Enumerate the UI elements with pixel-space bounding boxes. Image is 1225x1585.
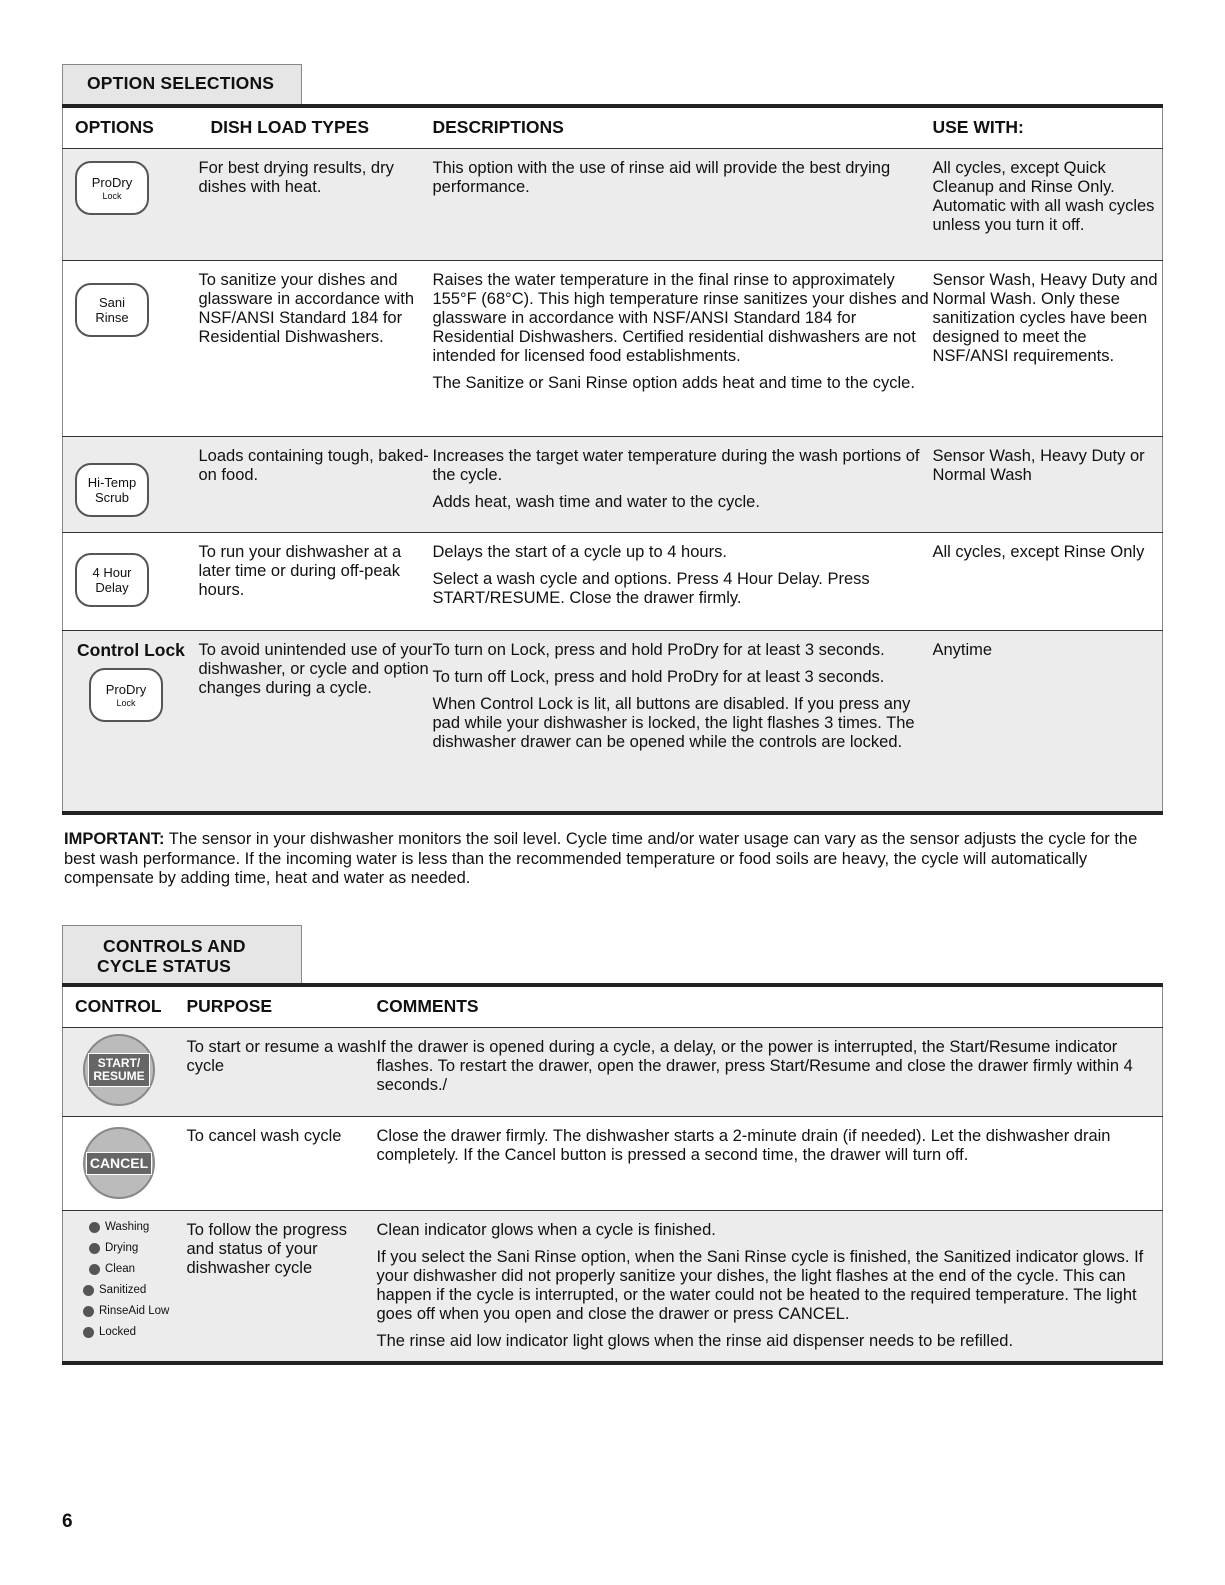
hi-temp-scrub-button[interactable] [75,463,149,517]
description: This option with the use of rinse aid will provide the best drying performance. [432,159,891,196]
indicator-light-icon [89,1243,100,1254]
use-with: All cycles, except Rinse Only [933,533,1163,631]
cancel-label: CANCEL [86,1152,152,1175]
table-row [63,631,1163,813]
table-row [63,1211,1163,1364]
sani-label: Sani [98,295,126,310]
comment: Close the drawer firmly. The dishwasher starts a 2-minute drain (if needed). Let the dishwasher drain completely. If the Cancel button is pressed a second time, the drawer will turn off. [376,1127,1111,1164]
table-row [63,1117,1163,1211]
table-row [63,261,1163,437]
description: The Sanitize or Sani Rinse option adds heat and time to the cycle. [432,374,915,392]
header-dish-load-types: DISH LOAD TYPES [199,106,433,149]
resume-label: RESUME [93,1069,145,1083]
important-label: IMPORTANT: [64,830,165,848]
comment: The rinse aid low indicator light glows when the rinse aid dispenser needs to be refilled. [376,1332,1014,1350]
option-selections-table [62,104,1163,815]
indicator-sanitized [83,1280,187,1301]
dish-load-type: To sanitize your dishes and glassware in accordance with NSF/ANSI Standard 184 for Residential Dishwashers. [199,261,433,437]
option-selections-tab [62,64,302,104]
option-selections-title: OPTION SELECTIONS [87,73,275,93]
description: Raises the water temperature in the final rinse to approximately 155°F (68°C). This high temperature rinse sanitizes your dishes and glassware in accordance with NSF/ANSI Standard 184 for Residential Dishwashers. Certified residential dishwashers are not intended for licensed food establishments. [432,271,929,365]
description: Adds heat, wash time and water to the cycle. [432,493,760,511]
indicator-label: Washing [105,1221,150,1233]
description: Select a wash cycle and options. Press 4 Hour Delay. Press START/RESUME. Close the drawer firmly. [432,570,870,607]
controls-status-title-line1: CONTROLS AND [103,936,246,956]
indicator-washing [83,1217,187,1238]
indicator-drying [83,1238,187,1259]
indicator-label: Sanitized [99,1284,147,1296]
use-with: Sensor Wash, Heavy Duty and Normal Wash. Only these sanitization cycles have been designed to meet the NSF/ANSI requirements. [933,261,1163,437]
description: Increases the target water temperature during the wash portions of the cycle. [432,447,920,484]
scrub-label: Scrub [95,490,129,505]
indicator-label: RinseAid Low [99,1305,170,1317]
indicator-light-icon [89,1264,100,1275]
start-resume-button[interactable] [83,1034,155,1106]
use-with: All cycles, except Quick Cleanup and Rinse Only. Automatic with all wash cycles unless you turn it off. [933,149,1163,261]
header-control: CONTROL [63,985,187,1028]
dish-load-type: Loads containing tough, baked-on food. [199,437,433,533]
control-lock-label: Control Lock [77,640,185,660]
indicator-clean [83,1259,187,1280]
sani-rinse-button[interactable] [75,283,149,337]
table-row [63,533,1163,631]
table-row [63,1028,1163,1117]
comment: If you select the Sani Rinse option, when the Sani Rinse cycle is finished, the Sanitized indicator glows. If your dishwasher did not properly sanitize your dishes, the light flashes at the end of the cycle. This can happen if the cycle is interrupted, or the water could not be heated to the required temperature. The light goes off when you open and close the drawer or press CANCEL. [376,1248,1144,1323]
controls-status-tab [62,925,302,983]
comment: If the drawer is opened during a cycle, a delay, or the power is interrupted, the Start/Resume indicator flashes. To restart the drawer, open the drawer, press Start/Resume and close the drawer firmly within 4 seconds./ [376,1038,1133,1094]
dish-load-type: To run your dishwasher at a later time or during off-peak hours. [199,533,433,631]
start-resume-label [88,1053,149,1087]
use-with: Anytime [933,631,1163,813]
table-header-row [63,985,1163,1028]
indicator-label: Drying [105,1242,139,1254]
controls-status-table [62,983,1163,1365]
important-text: The sensor in your dishwasher monitors the soil level. Cycle time and/or water usage can vary as the sensor adjusts the cycle for the best wash performance. If the incoming water is less than the recommended temperature or food soils are heavy, the cycle will automatically compensate by adding time, heat and water as needed. [64,830,1138,887]
table-row [63,149,1163,261]
lock-label: Lock [116,697,136,708]
hi-temp-label: Hi-Temp [87,475,137,490]
important-note [64,830,1154,889]
description: To turn off Lock, press and hold ProDry for at least 3 seconds. [432,668,885,686]
indicator-label: Clean [105,1263,136,1275]
description: To turn on Lock, press and hold ProDry for at least 3 seconds. [432,641,885,659]
header-options: OPTIONS [63,106,199,149]
dish-load-type: To avoid unintended use of your dishwasher, or cycle and option changes during a cycle. [199,631,433,813]
header-purpose: PURPOSE [187,985,377,1028]
4-hour-label: 4 Hour [92,565,132,580]
cancel-button[interactable] [83,1127,155,1199]
indicator-light-icon [83,1306,94,1317]
use-with: Sensor Wash, Heavy Duty or Normal Wash [933,437,1163,533]
indicator-rinseaid-low [83,1301,187,1322]
description: When Control Lock is lit, all buttons are disabled. If you press any pad while your dishwasher is locked, the light flashes 3 times. The dishwasher drawer can be opened while the controls are locked. [432,695,915,751]
description: Delays the start of a cycle up to 4 hours. [432,543,727,561]
prodry-lock-button[interactable] [89,668,163,722]
indicator-label: Locked [99,1326,137,1338]
indicator-light-icon [89,1222,100,1233]
comment: Clean indicator glows when a cycle is finished. [376,1221,716,1239]
header-descriptions: DESCRIPTIONS [433,106,933,149]
prodry-label: ProDry [91,174,133,190]
dish-load-type: For best drying results, dry dishes with heat. [199,149,433,261]
status-indicator-list [63,1217,187,1343]
purpose: To cancel wash cycle [187,1117,377,1211]
table-row [63,437,1163,533]
indicator-light-icon [83,1327,94,1338]
rinse-label: Rinse [95,310,129,325]
indicator-light-icon [83,1285,94,1296]
prodry-label: ProDry [105,681,147,697]
delay-label: Delay [95,580,129,595]
header-comments: COMMENTS [377,985,1163,1028]
controls-status-title-line2: CYCLE STATUS [97,956,231,976]
lock-label: Lock [102,190,122,201]
prodry-lock-button[interactable] [75,161,149,215]
purpose: To start or resume a wash cycle [187,1028,377,1117]
4-hour-delay-button[interactable] [75,553,149,607]
purpose: To follow the progress and status of your dishwasher cycle [187,1211,377,1364]
start-label: START/ [97,1056,141,1070]
header-use-with: USE WITH: [933,106,1163,149]
table-header-row [63,106,1163,149]
page-number: 6 [62,1511,73,1532]
indicator-locked [83,1322,187,1343]
